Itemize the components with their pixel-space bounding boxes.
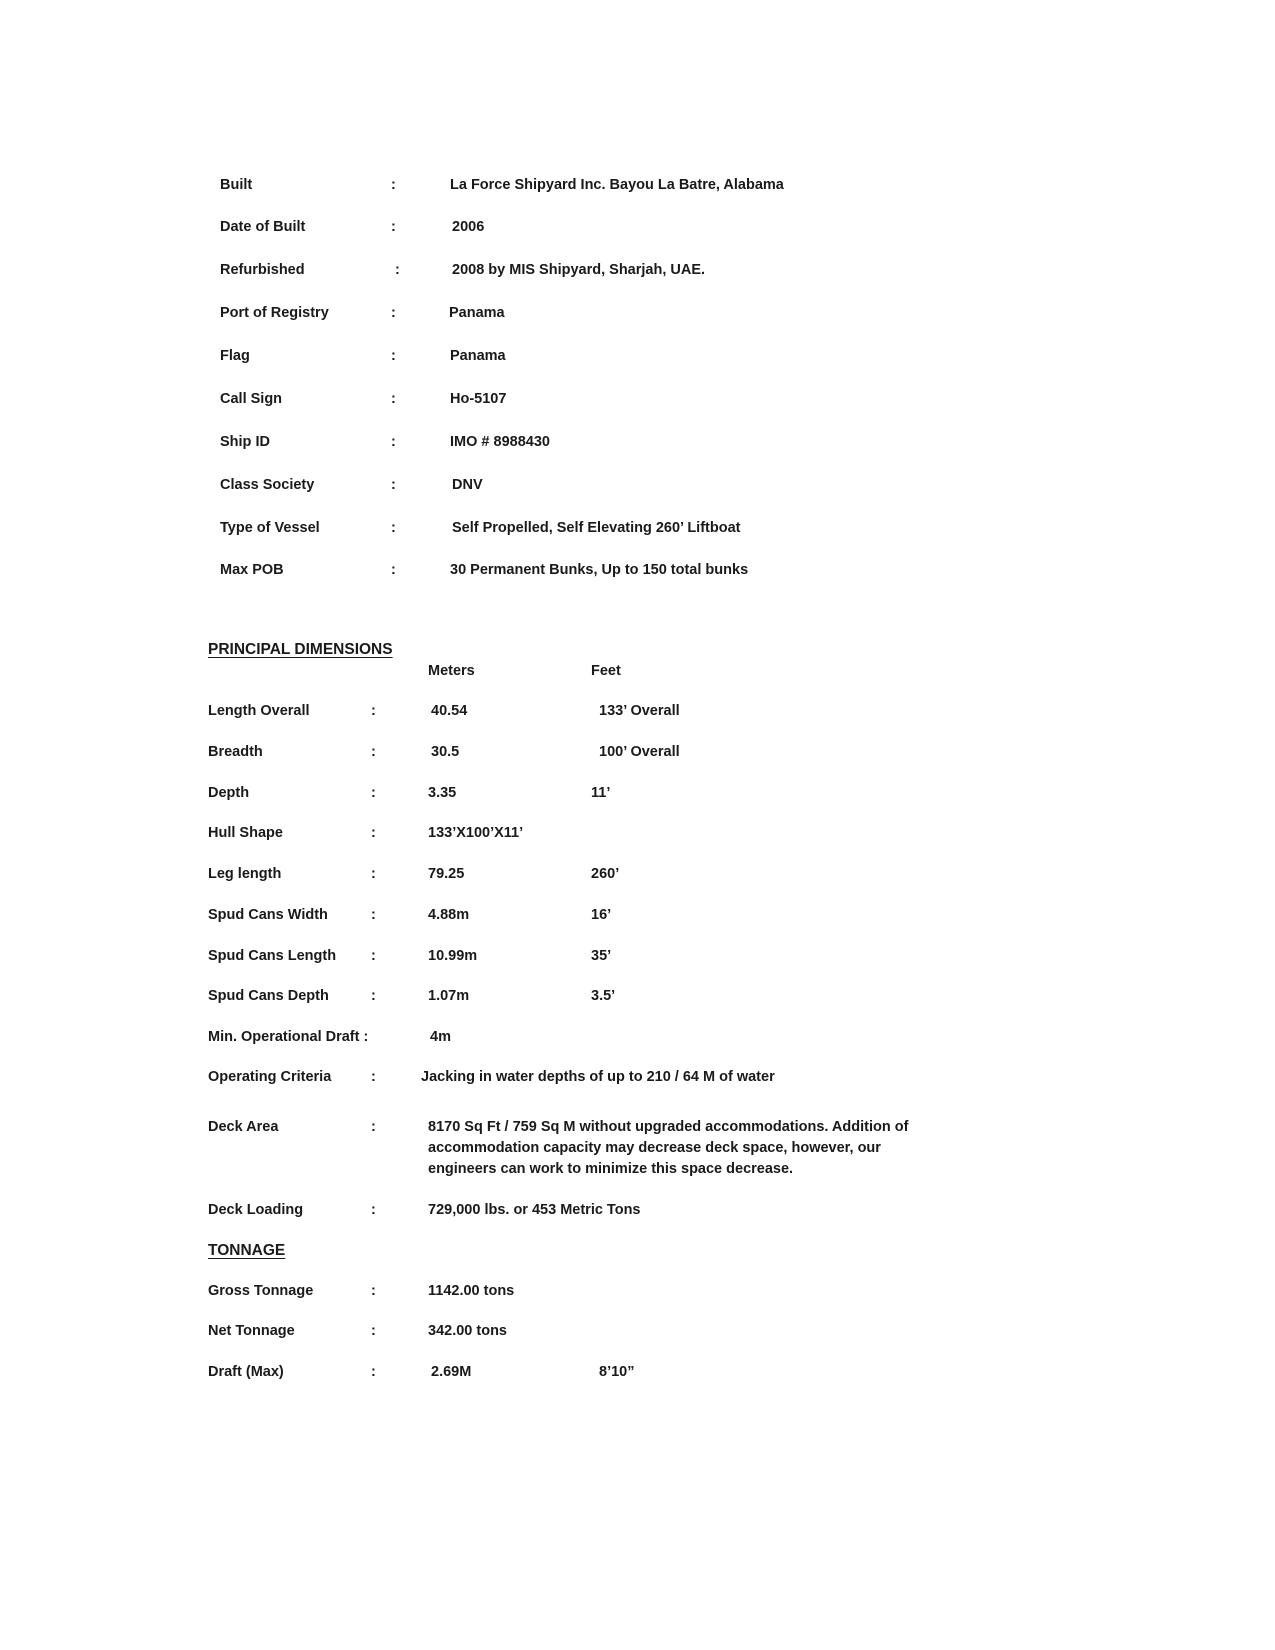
field-label: Port of Registry (220, 305, 329, 321)
field-value: Panama (450, 348, 506, 364)
dimension-label: Deck Area (208, 1119, 279, 1135)
dimension-label: Min. Operational Draft : (208, 1029, 369, 1045)
tonnage-value: 1142.00 tons (428, 1283, 515, 1299)
colon-separator: : (395, 262, 400, 278)
field-label: Date of Built (220, 219, 306, 235)
dimension-meters: Jacking in water depths of up to 210 / 64 M of water (421, 1069, 775, 1085)
colon-separator: : (391, 477, 396, 493)
dimension-label: Leg length (208, 866, 282, 882)
field-value: 2008 by MIS Shipyard, Sharjah, UAE. (452, 262, 706, 278)
colon-separator: : (391, 219, 396, 235)
dimension-meters: 729,000 lbs. or 453 Metric Tons (428, 1202, 641, 1218)
field-value: Self Propelled, Self Elevating 260’ Liftboat (452, 520, 741, 536)
dimension-meters: 10.99m (428, 948, 478, 964)
field-label: Type of Vessel (220, 520, 320, 536)
section-heading-principal-dimensions: PRINCIPAL DIMENSIONS (208, 641, 393, 658)
dimension-feet: 16’ (591, 907, 612, 923)
colon-separator: : (371, 866, 376, 882)
colon-separator: : (371, 825, 376, 841)
field-value: DNV (452, 477, 483, 493)
dimension-meters: 133’X100’X11’ (428, 825, 524, 841)
colon-separator: : (371, 988, 376, 1004)
dimension-feet: 133’ Overall (599, 703, 680, 719)
tonnage-value: 2.69M (431, 1364, 472, 1380)
field-label: Refurbished (220, 262, 305, 278)
dimension-meters: 40.54 (431, 703, 468, 719)
column-header-feet: Feet (591, 663, 621, 679)
colon-separator: : (371, 703, 376, 719)
dimension-meters: 79.25 (428, 866, 465, 882)
colon-separator: : (391, 177, 396, 193)
field-value: Ho-5107 (450, 391, 507, 407)
colon-separator: : (391, 562, 396, 578)
tonnage-value: 342.00 tons (428, 1323, 507, 1339)
dimension-meters: 8170 Sq Ft / 759 Sq M without upgraded accommodations. Addition of accommodation capacity may decrease deck space, however, our engineers can work to minimize this space decrease. (428, 1119, 909, 1177)
dimension-feet: 100’ Overall (599, 744, 680, 760)
dimension-meters: 4m (430, 1029, 451, 1045)
dimension-label: Spud Cans Length (208, 948, 337, 964)
colon-separator: : (371, 1283, 376, 1299)
field-label: Ship ID (220, 434, 270, 450)
dimension-label: Hull Shape (208, 825, 283, 841)
dimension-meters: 1.07m (428, 988, 470, 1004)
colon-separator: : (391, 305, 396, 321)
colon-separator: : (371, 1202, 376, 1218)
dimension-label: Spud Cans Width (208, 907, 328, 923)
colon-separator: : (371, 1364, 376, 1380)
colon-separator: : (391, 520, 396, 536)
dimension-label: Operating Criteria (208, 1069, 332, 1085)
colon-separator: : (371, 1069, 376, 1085)
field-value: La Force Shipyard Inc. Bayou La Batre, Alabama (450, 177, 784, 193)
colon-separator: : (391, 434, 396, 450)
colon-separator: : (391, 348, 396, 364)
dimension-meters: 3.35 (428, 785, 457, 801)
field-label: Flag (220, 348, 250, 364)
field-value: Panama (449, 305, 505, 321)
section-heading-tonnage: TONNAGE (208, 1242, 286, 1259)
field-label: Max POB (220, 562, 284, 578)
colon-separator: : (371, 1323, 376, 1339)
colon-separator: : (371, 744, 376, 760)
dimension-label: Spud Cans Depth (208, 988, 329, 1004)
dimension-label: Breadth (208, 744, 263, 760)
dimension-feet: 11’ (591, 785, 611, 801)
dimension-feet: 35’ (591, 948, 612, 964)
field-label: Call Sign (220, 391, 283, 407)
dimension-feet: 260’ (591, 866, 620, 882)
colon-separator: : (391, 391, 396, 407)
dimension-label: Deck Loading (208, 1202, 304, 1218)
dimension-label: Length Overall (208, 703, 310, 719)
tonnage-label: Draft (Max) (208, 1364, 284, 1380)
colon-separator: : (371, 948, 376, 964)
field-value: IMO # 8988430 (450, 434, 550, 450)
dimension-meters: 30.5 (431, 744, 460, 760)
field-value: 2006 (452, 219, 485, 235)
dimension-meters: 4.88m (428, 907, 470, 923)
tonnage-label: Gross Tonnage (208, 1283, 314, 1299)
column-header-meters: Meters (428, 663, 475, 679)
colon-separator: : (371, 907, 376, 923)
field-value: 30 Permanent Bunks, Up to 150 total bunks (450, 562, 749, 578)
colon-separator: : (371, 1119, 376, 1135)
field-label: Built (220, 177, 253, 193)
tonnage-feet: 8’10” (599, 1364, 635, 1380)
tonnage-label: Net Tonnage (208, 1323, 295, 1339)
colon-separator: : (371, 785, 376, 801)
dimension-feet: 3.5’ (591, 988, 616, 1004)
field-label: Class Society (220, 477, 315, 493)
dimension-label: Depth (208, 785, 250, 801)
